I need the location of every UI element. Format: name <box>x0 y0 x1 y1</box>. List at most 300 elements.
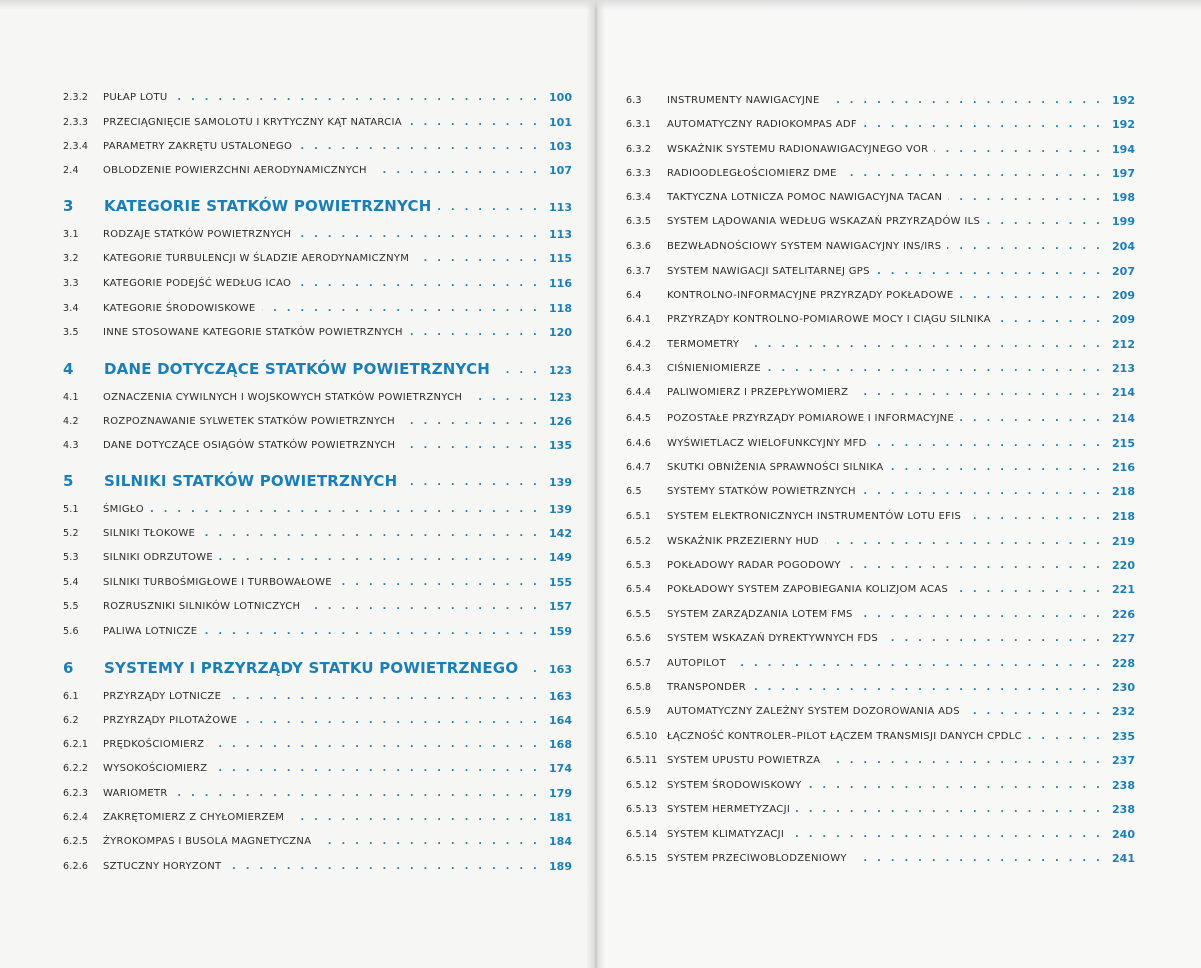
toc-page-number: 214 <box>1112 386 1135 399</box>
toc-entry-row <box>626 311 1135 329</box>
left-toc <box>0 0 595 968</box>
toc-page-number: 199 <box>1112 215 1135 228</box>
top-shadow <box>0 0 1201 10</box>
toc-entry-row <box>63 275 572 293</box>
toc-page-number: 198 <box>1112 191 1135 204</box>
toc-entry-title: TERMOMETRY <box>667 339 740 350</box>
toc-entry-number: 2.3.3 <box>63 117 89 128</box>
toc-page-number: 235 <box>1112 730 1135 743</box>
toc-page-number: 168 <box>549 738 572 751</box>
toc-page-number: 189 <box>549 860 572 873</box>
dot-leader <box>262 300 540 318</box>
toc-entry-row <box>626 141 1135 159</box>
toc-entry-title: AUTOMATYCZNY RADIOKOMPAS ADF <box>667 119 857 130</box>
toc-entry-row <box>63 809 572 827</box>
toc-entry-number: 5.1 <box>63 504 79 515</box>
dot-leader <box>174 89 540 107</box>
toc-entry-title: SYSTEM LĄDOWANIA WEDŁUG WSKAZAŃ PRZYRZĄDÓW ILS <box>667 216 981 227</box>
dot-leader <box>227 688 540 706</box>
dot-leader <box>863 116 1103 134</box>
toc-entry-title: KATEGORIE PODEJŚĆ WEDŁUG ICAO <box>103 278 292 289</box>
dot-leader <box>997 311 1103 329</box>
toc-entry-title: PRZYRZĄDY PILOTAŻOWE <box>103 715 238 726</box>
toc-entry-row <box>63 598 572 616</box>
dot-leader <box>947 238 1103 256</box>
toc-entry-number: 2.3.2 <box>63 92 89 103</box>
dot-leader <box>826 92 1103 110</box>
toc-entry-title: WARIOMETR <box>103 788 168 799</box>
toc-entry-number: 4 <box>63 360 74 378</box>
toc-page-number: 207 <box>1112 265 1135 278</box>
dot-leader <box>873 435 1103 453</box>
toc-page-number: 237 <box>1112 754 1135 767</box>
toc-entry-number: 6.2.4 <box>63 812 89 823</box>
toc-entry-number: 6.3.7 <box>626 266 652 277</box>
toc-entry-title: PRZECIĄGNIĘCIE SAMOLOTU I KRYTYCZNY KĄT NATARCIA <box>103 117 402 128</box>
toc-chapter-title: SILNIKI STATKÓW POWIETRZNYCH <box>104 472 398 490</box>
toc-entry-number: 5 <box>63 472 74 490</box>
toc-entry-number: 3.3 <box>63 278 79 289</box>
dot-leader <box>373 162 540 180</box>
toc-page-number: 181 <box>549 811 572 824</box>
dot-leader <box>401 437 540 455</box>
toc-entry-title: WYSOKOŚCIOMIERZ <box>103 763 208 774</box>
toc-entry-title: SYSTEM KLIMATYZACJI <box>667 829 785 840</box>
toc-entry-row <box>63 501 572 519</box>
toc-entry-row <box>63 525 572 543</box>
toc-entry-title: KATEGORIE TURBULENCJI W ŚLADZIE AERODYNAMICZNYM <box>103 253 410 264</box>
toc-entry-title: PARAMETRY ZAKRĘTU USTALONEGO <box>103 141 293 152</box>
toc-chapter-row <box>63 199 572 217</box>
toc-entry-row <box>626 508 1135 526</box>
toc-entry-row <box>626 752 1135 770</box>
dot-leader <box>889 459 1103 477</box>
toc-page-number: 179 <box>549 787 572 800</box>
toc-entry-number: 6.4.1 <box>626 314 652 325</box>
toc-entry-number: 6.4.5 <box>626 413 652 424</box>
toc-entry-row <box>626 165 1135 183</box>
toc-page-number: 209 <box>1112 313 1135 326</box>
dot-leader <box>884 630 1103 648</box>
toc-chapter-row <box>63 362 572 380</box>
toc-entry-title: SYSTEM UPUSTU POWIETRZA <box>667 755 821 766</box>
toc-entry-title: AUTOMATYCZNY ZALEŻNY SYSTEM DOZOROWANIA ADS <box>667 706 960 717</box>
dot-leader <box>808 777 1103 795</box>
toc-entry-title: SYSTEM ŚRODOWISKOWY <box>667 780 802 791</box>
toc-page-number: 123 <box>549 364 572 377</box>
toc-page-number: 227 <box>1112 632 1135 645</box>
toc-entry-number: 5.2 <box>63 528 79 539</box>
toc-entry-title: AUTOPILOT <box>667 658 727 669</box>
toc-page-number: 216 <box>1112 461 1135 474</box>
toc-entry-number: 6 <box>63 659 74 677</box>
toc-page-number: 163 <box>549 690 572 703</box>
toc-page-number: 184 <box>549 835 572 848</box>
toc-entry-number: 6.3 <box>626 95 642 106</box>
toc-entry-row <box>626 459 1135 477</box>
dot-leader <box>934 141 1103 159</box>
toc-page-number: 226 <box>1112 608 1135 621</box>
toc-entry-row <box>63 114 572 132</box>
toc-entry-row <box>63 858 572 876</box>
toc-entry-row <box>626 850 1135 868</box>
dot-leader <box>752 679 1103 697</box>
toc-entry-title: DANE DOTYCZĄCE OSIĄGÓW STATKÓW POWIETRZNYCH <box>103 440 396 451</box>
dot-leader <box>853 850 1103 868</box>
toc-entry-row <box>626 777 1135 795</box>
toc-entry-number: 6.3.6 <box>626 241 652 252</box>
dot-leader <box>796 801 1103 819</box>
toc-entry-title: POZOSTAŁE PRZYRZĄDY POMIAROWE I INFORMACYJNE <box>667 413 955 424</box>
toc-entry-title: RADIOODLEGŁOŚCIOMIERZ DME <box>667 168 837 179</box>
dot-leader <box>408 114 540 132</box>
toc-entry-row <box>626 557 1135 575</box>
dot-leader <box>297 226 540 244</box>
toc-entry-number: 6.5.12 <box>626 780 658 791</box>
toc-entry-row <box>63 226 572 244</box>
toc-page-number: 228 <box>1112 657 1135 670</box>
toc-page-number: 192 <box>1112 94 1135 107</box>
toc-entry-title: BEZWŁADNOŚCIOWY SYSTEM NAWIGACYJNY INS/IRS <box>667 241 942 252</box>
dot-leader <box>862 483 1103 501</box>
dot-leader <box>401 413 540 431</box>
toc-entry-row <box>63 574 572 592</box>
toc-entry-row <box>626 92 1135 110</box>
toc-entry-number: 6.2.5 <box>63 836 89 847</box>
dot-leader <box>986 213 1103 231</box>
toc-page-number: 126 <box>549 415 572 428</box>
toc-page-number: 213 <box>1112 362 1135 375</box>
toc-entry-number: 2.3.4 <box>63 141 89 152</box>
toc-entry-row <box>63 300 572 318</box>
dot-leader <box>843 165 1103 183</box>
toc-page-number: 209 <box>1112 289 1135 302</box>
dot-leader <box>859 606 1103 624</box>
dot-leader <box>854 384 1103 402</box>
toc-entry-number: 4.2 <box>63 416 79 427</box>
toc-entry-row <box>626 728 1135 746</box>
toc-entry-row <box>63 389 572 407</box>
dot-leader <box>960 287 1103 305</box>
toc-entry-title: ŁĄCZNOŚĆ KONTROLER–PILOT ŁĄCZEM TRANSMISJI DANYCH CPDLC <box>667 731 1022 742</box>
toc-page-number: 115 <box>549 252 572 265</box>
toc-chapter-title: SYSTEMY I PRZYRZĄDY STATKU POWIETRZNEGO <box>104 659 519 677</box>
toc-entry-title: SILNIKI TŁOKOWE <box>103 528 196 539</box>
toc-page-number: 159 <box>549 625 572 638</box>
toc-page-number: 101 <box>549 116 572 129</box>
dot-leader <box>409 324 540 342</box>
dot-leader <box>790 826 1103 844</box>
toc-entry-row <box>626 483 1135 501</box>
dot-leader <box>306 598 540 616</box>
toc-entry-number: 6.2.3 <box>63 788 89 799</box>
dot-leader <box>298 138 540 156</box>
toc-entry-title: KONTROLNO-INFORMACYJNE PRZYRZĄDY POKŁADOWE <box>667 290 954 301</box>
dot-leader <box>210 736 540 754</box>
toc-page-number: 219 <box>1112 535 1135 548</box>
toc-entry-number: 3.1 <box>63 229 79 240</box>
toc-entry-row <box>63 833 572 851</box>
dot-leader <box>826 752 1103 770</box>
toc-entry-title: ZAKRĘTOMIERZ Z CHYŁOMIERZEM <box>103 812 285 823</box>
toc-entry-number: 6.4.7 <box>626 462 652 473</box>
dot-leader <box>954 581 1103 599</box>
toc-entry-row <box>626 606 1135 624</box>
toc-page-number: 116 <box>549 277 572 290</box>
toc-entry-title: PRĘDKOŚCIOMIERZ <box>103 739 205 750</box>
dot-leader <box>967 508 1103 526</box>
toc-entry-number: 6.3.2 <box>626 144 652 155</box>
dot-leader <box>415 250 540 268</box>
toc-page-number: 120 <box>549 326 572 339</box>
toc-entry-number: 6.5.9 <box>626 706 652 717</box>
toc-entry-number: 6.5.2 <box>626 536 652 547</box>
toc-entry-title: SYSTEM NAWIGACJI SATELITARNEJ GPS <box>667 266 870 277</box>
toc-entry-row <box>626 213 1135 231</box>
toc-entry-title: SYSTEMY STATKÓW POWIETRZNYCH <box>667 486 856 497</box>
toc-page-number: 157 <box>549 600 572 613</box>
toc-entry-number: 3 <box>63 197 74 215</box>
dot-leader <box>219 549 540 567</box>
dot-leader <box>437 199 540 217</box>
toc-entry-number: 5.6 <box>63 626 79 637</box>
dot-leader <box>213 760 540 778</box>
toc-page-number: 155 <box>549 576 572 589</box>
toc-entry-row <box>626 360 1135 378</box>
toc-entry-title: PUŁAP LOTU <box>103 92 168 103</box>
toc-entry-number: 3.5 <box>63 327 79 338</box>
toc-entry-row <box>626 655 1135 673</box>
toc-entry-number: 3.2 <box>63 253 79 264</box>
toc-entry-title: PRZYRZĄDY LOTNICZE <box>103 691 222 702</box>
toc-entry-row <box>626 703 1135 721</box>
toc-entry-title: POKŁADOWY SYSTEM ZAPOBIEGANIA KOLIZJOM ACAS <box>667 584 949 595</box>
toc-entry-number: 6.4.6 <box>626 438 652 449</box>
dot-leader <box>960 410 1103 428</box>
toc-entry-number: 5.4 <box>63 577 79 588</box>
toc-entry-title: OBLODZENIE POWIERZCHNI AERODYNAMICZNYCH <box>103 165 367 176</box>
toc-entry-title: CIŚNIENIOMIERZE <box>667 363 761 374</box>
toc-entry-title: SYSTEM PRZECIWOBLODZENIOWY <box>667 853 847 864</box>
dot-leader <box>524 661 540 679</box>
toc-entry-number: 6.2 <box>63 715 79 726</box>
book-gutter <box>587 0 605 968</box>
toc-page-number: 149 <box>549 551 572 564</box>
dot-leader <box>745 336 1103 354</box>
dot-leader <box>338 574 540 592</box>
toc-entry-row <box>63 89 572 107</box>
toc-entry-title: RODZAJE STATKÓW POWIETRZNYCH <box>103 229 292 240</box>
toc-entry-row <box>626 263 1135 281</box>
toc-entry-number: 5.3 <box>63 552 79 563</box>
toc-entry-row <box>626 826 1135 844</box>
toc-entry-number: 6.5.5 <box>626 609 652 620</box>
dot-leader <box>876 263 1103 281</box>
toc-page-number: 215 <box>1112 437 1135 450</box>
toc-entry-number: 6.3.3 <box>626 168 652 179</box>
toc-entry-row <box>626 630 1135 648</box>
toc-entry-number: 6.5.3 <box>626 560 652 571</box>
toc-page-number: 238 <box>1112 803 1135 816</box>
toc-entry-row <box>63 138 572 156</box>
toc-page-number: 139 <box>549 503 572 516</box>
toc-entry-number: 6.2.1 <box>63 739 89 750</box>
toc-page-number: 142 <box>549 527 572 540</box>
dot-leader <box>174 785 540 803</box>
toc-page-number: 204 <box>1112 240 1135 253</box>
toc-page-number: 212 <box>1112 338 1135 351</box>
toc-page-number: 118 <box>549 302 572 315</box>
toc-entry-number: 3.4 <box>63 303 79 314</box>
toc-entry-row <box>63 162 572 180</box>
toc-chapter-title: KATEGORIE STATKÓW POWIETRZNYCH <box>104 197 432 215</box>
toc-entry-row <box>63 785 572 803</box>
toc-entry-number: 6.4.2 <box>626 339 652 350</box>
toc-entry-number: 6.5.10 <box>626 731 658 742</box>
dot-leader <box>825 533 1103 551</box>
dot-leader <box>317 833 540 851</box>
toc-entry-row <box>63 437 572 455</box>
toc-entry-row <box>63 324 572 342</box>
toc-entry-title: POKŁADOWY RADAR POGODOWY <box>667 560 841 571</box>
toc-entry-title: SILNIKI TURBOŚMIGŁOWE I TURBOWAŁOWE <box>103 577 332 588</box>
toc-entry-number: 6.2.6 <box>63 861 89 872</box>
dot-leader <box>496 362 540 380</box>
toc-entry-title: ROZRUSZNIKI SILNIKÓW LOTNICZYCH <box>103 601 301 612</box>
toc-entry-row <box>63 736 572 754</box>
dot-leader <box>403 474 540 492</box>
toc-entry-row <box>63 413 572 431</box>
toc-entry-number: 6.5.11 <box>626 755 658 766</box>
toc-page-number: 220 <box>1112 559 1135 572</box>
toc-entry-title: ROZPOZNAWANIE SYLWETEK STATKÓW POWIETRZNYCH <box>103 416 395 427</box>
toc-entry-title: KATEGORIE ŚRODOWISKOWE <box>103 303 256 314</box>
toc-entry-row <box>63 623 572 641</box>
toc-entry-row <box>626 679 1135 697</box>
dot-leader <box>966 703 1103 721</box>
toc-entry-number: 6.1 <box>63 691 79 702</box>
dot-leader <box>1028 728 1103 746</box>
toc-page-number: 103 <box>549 140 572 153</box>
toc-page-number: 113 <box>549 201 572 214</box>
toc-entry-title: PRZYRZĄDY KONTROLNO-POMIAROWE MOCY I CIĄGU SILNIKA <box>667 314 991 325</box>
toc-entry-title: WSKAŹNIK PRZEZIERNY HUD <box>667 536 819 547</box>
toc-page-number: 174 <box>549 762 572 775</box>
toc-entry-title: OZNACZENIA CYWILNYCH I WOJSKOWYCH STATKÓW POWIETRZNYCH <box>103 392 463 403</box>
toc-entry-number: 6.5.8 <box>626 682 652 693</box>
toc-entry-row <box>63 549 572 567</box>
toc-page-number: 218 <box>1112 485 1135 498</box>
dot-leader <box>201 525 540 543</box>
toc-page-number: 218 <box>1112 510 1135 523</box>
toc-page-number: 240 <box>1112 828 1135 841</box>
toc-entry-number: 6.4 <box>626 290 642 301</box>
toc-entry-number: 6.5.14 <box>626 829 658 840</box>
dot-leader <box>227 858 540 876</box>
toc-entry-title: SYSTEM ELEKTRONICZNYCH INSTRUMENTÓW LOTU EFIS <box>667 511 962 522</box>
toc-entry-title: SZTUCZNY HORYZONT <box>103 861 222 872</box>
dot-leader <box>767 360 1103 378</box>
toc-entry-number: 5.5 <box>63 601 79 612</box>
dot-leader <box>290 809 540 827</box>
toc-entry-title: ŻYROKOMPAS I BUSOLA MAGNETYCZNA <box>103 836 312 847</box>
toc-entry-row <box>63 712 572 730</box>
toc-entry-number: 6.3.5 <box>626 216 652 227</box>
dot-leader <box>243 712 540 730</box>
toc-page-number: 123 <box>549 391 572 404</box>
toc-entry-number: 6.5.15 <box>626 853 658 864</box>
toc-page-number: 164 <box>549 714 572 727</box>
toc-entry-number: 4.1 <box>63 392 79 403</box>
toc-page-number: 214 <box>1112 412 1135 425</box>
toc-entry-number: 6.5.4 <box>626 584 652 595</box>
toc-page-number: 192 <box>1112 118 1135 131</box>
right-toc <box>596 0 1201 968</box>
toc-entry-row <box>63 250 572 268</box>
toc-chapter-row <box>63 474 572 492</box>
toc-entry-number: 6.4.3 <box>626 363 652 374</box>
toc-entry-row <box>626 410 1135 428</box>
dot-leader <box>203 623 540 641</box>
toc-page-number: 107 <box>549 164 572 177</box>
toc-page-number: 194 <box>1112 143 1135 156</box>
toc-entry-title: SYSTEM HERMETYZACJI <box>667 804 791 815</box>
toc-entry-title: INSTRUMENTY NAWIGACYJNE <box>667 95 820 106</box>
toc-page-number: 232 <box>1112 705 1135 718</box>
toc-entry-title: WYŚWIETLACZ WIELOFUNKCYJNY MFD <box>667 438 867 449</box>
toc-entry-title: PALIWOMIERZ I PRZEPŁYWOMIERZ <box>667 387 849 398</box>
toc-entry-title: TAKTYCZNA LOTNICZA POMOC NAWIGACYJNA TACAN <box>667 192 943 203</box>
toc-entry-title: SYSTEM ZARZĄDZANIA LOTEM FMS <box>667 609 853 620</box>
toc-entry-number: 6.5.13 <box>626 804 658 815</box>
dot-leader <box>468 389 540 407</box>
toc-entry-row <box>626 533 1135 551</box>
toc-page-number: 221 <box>1112 583 1135 596</box>
toc-entry-number: 6.2.2 <box>63 763 89 774</box>
toc-entry-row <box>626 581 1135 599</box>
left-page <box>0 0 595 968</box>
dot-leader <box>732 655 1103 673</box>
toc-page-number: 113 <box>549 228 572 241</box>
toc-entry-row <box>626 189 1135 207</box>
toc-entry-title: PALIWA LOTNICZE <box>103 626 198 637</box>
dot-leader <box>150 501 540 519</box>
toc-entry-row <box>626 116 1135 134</box>
toc-entry-row <box>626 801 1135 819</box>
toc-entry-number: 6.5 <box>626 486 642 497</box>
toc-entry-row <box>626 238 1135 256</box>
toc-entry-title: TRANSPONDER <box>667 682 746 693</box>
toc-entry-title: SKUTKI OBNIŻENIA SPRAWNOŚCI SILNIKA <box>667 462 884 473</box>
toc-entry-title: INNE STOSOWANE KATEGORIE STATKÓW POWIETRZNYCH <box>103 327 403 338</box>
toc-entry-row <box>626 287 1135 305</box>
right-page <box>596 0 1201 968</box>
toc-page-number: 197 <box>1112 167 1135 180</box>
toc-entry-row <box>626 336 1135 354</box>
dot-leader <box>297 275 540 293</box>
toc-entry-number: 6.3.1 <box>626 119 652 130</box>
toc-entry-number: 4.3 <box>63 440 79 451</box>
toc-page-number: 100 <box>549 91 572 104</box>
toc-page-number: 139 <box>549 476 572 489</box>
toc-entry-title: WSKAŹNIK SYSTEMU RADIONAWIGACYJNEGO VOR <box>667 144 929 155</box>
toc-entry-number: 6.5.1 <box>626 511 652 522</box>
toc-page-number: 238 <box>1112 779 1135 792</box>
toc-page-number: 135 <box>549 439 572 452</box>
toc-page-number: 230 <box>1112 681 1135 694</box>
toc-entry-row <box>626 435 1135 453</box>
toc-entry-row <box>626 384 1135 402</box>
